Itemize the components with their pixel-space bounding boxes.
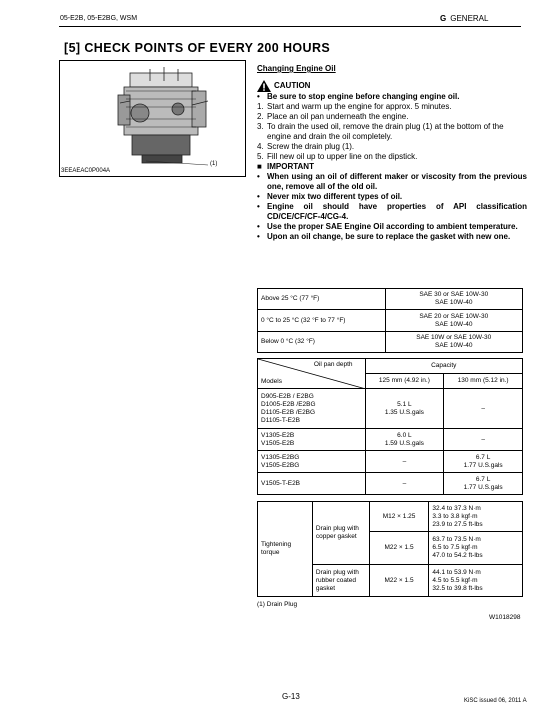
table-row xyxy=(258,289,523,310)
issue-note: KiSC issued 06, 2011 A xyxy=(464,698,527,704)
torque-value: 44.1 to 53.9 N·m 4.5 to 5.5 kgf·m 32.5 to 39.8 ft-lbs xyxy=(429,565,523,597)
table-row xyxy=(258,310,523,332)
temp-range: Above 25 °C (77 °F) xyxy=(258,289,386,310)
oil-grade: SAE 20 or SAE 10W-30 SAE 10W-40 xyxy=(385,310,522,332)
temp-range: 0 °C to 25 °C (32 °F to 77 °F) xyxy=(258,310,386,332)
models-label: Models xyxy=(261,378,282,385)
plug-type: Drain plug with copper gasket xyxy=(312,502,369,565)
capacity-value: – xyxy=(365,451,444,473)
page-number: G-13 xyxy=(282,692,300,701)
oil-grade-table xyxy=(257,288,523,353)
capacity-table xyxy=(257,358,523,495)
caution-header xyxy=(257,80,527,92)
table-row xyxy=(258,502,523,532)
thread-size: M12 × 1.25 xyxy=(369,502,429,532)
thread-size: M22 × 1.5 xyxy=(369,565,429,597)
footnote: (1) Drain Plug xyxy=(257,601,298,608)
temp-range: Below 0 °C (32 °F) xyxy=(258,332,386,353)
bullet-icon: • xyxy=(257,192,260,201)
model-list: V1505-T-E2B xyxy=(258,473,366,495)
page-title: [5] CHECK POINTS OF EVERY 200 HOURS xyxy=(64,41,331,55)
table-row xyxy=(258,389,523,429)
step-item: 4. Screw the drain plug (1). xyxy=(257,142,355,151)
capacity-value: – xyxy=(444,389,523,429)
table-header-row xyxy=(258,359,523,389)
important-item: • Never mix two different types of oil. xyxy=(257,192,403,201)
capacity-value: 6.7 L 1.77 U.S.gals xyxy=(444,451,523,473)
procedure xyxy=(257,64,527,242)
model-list: V1305-E2BG V1505-E2BG xyxy=(258,451,366,473)
step-item: 1. Start and warm up the engine for approx. 5 minutes. xyxy=(257,102,452,111)
caution-item: • Be sure to stop engine before changing engine oil. xyxy=(257,92,460,101)
bullet-icon: • xyxy=(257,202,260,211)
torque-value: 32.4 to 37.3 N·m 3.3 to 3.8 kgf·m 23.9 to 27.5 ft-lbs xyxy=(429,502,523,532)
engine-illustration xyxy=(60,61,245,176)
important-item: • Use the proper SAE Engine Oil according to ambient temperature. xyxy=(257,222,518,231)
important-item: • Upon an oil change, be sure to replace the gasket with new one. xyxy=(257,232,511,241)
procedure-heading: Changing Engine Oil xyxy=(257,64,336,73)
engine-figure xyxy=(59,60,246,177)
table-row xyxy=(258,473,523,495)
col-130: 130 mm (5.12 in.) xyxy=(457,377,509,384)
warning-icon xyxy=(257,80,271,92)
oil-grade: SAE 10W or SAE 10W-30 SAE 10W-40 xyxy=(385,332,522,353)
oil-pan-depth-label: Oil pan depth xyxy=(313,361,353,368)
torque-label: Tightening torque xyxy=(258,502,313,597)
model-list: V1305-E2B V1505-E2B xyxy=(258,429,366,451)
capacity-header: Capacity 125 mm (4.92 in.) 130 mm (5.12 in.) xyxy=(365,359,522,389)
torque-table xyxy=(257,501,523,597)
bullet-icon: • xyxy=(257,92,260,101)
section-name: GENERAL xyxy=(450,14,489,23)
header-right xyxy=(440,14,488,23)
col-125: 125 mm (4.92 in.) xyxy=(366,374,445,388)
step-item: 2. Place an oil pan underneath the engine. xyxy=(257,112,409,121)
model-list: D905-E2B / E2BG D1005-E2B /E2BG D1105-E2B /E2BG D1105-T-E2B xyxy=(258,389,366,429)
capacity-value: – xyxy=(365,473,444,495)
square-bullet-icon: ■ xyxy=(257,162,262,171)
oil-grade: SAE 30 or SAE 10W-30 SAE 10W-40 xyxy=(385,289,522,310)
step-item: 3. To drain the used oil, remove the drain plug (1) at the bottom of the engine and drain the oil completely. xyxy=(257,122,504,141)
bullet-icon: • xyxy=(257,232,260,241)
capacity-value: 6.7 L 1.77 U.S.gals xyxy=(444,473,523,495)
caution-label: CAUTION xyxy=(274,81,311,90)
table-row xyxy=(258,451,523,473)
table-row xyxy=(258,332,523,353)
torque-value: 63.7 to 73.5 N·m 6.5 to 7.5 kgf·m 47.0 to 54.2 ft-lbs xyxy=(429,532,523,565)
important-header: ■ IMPORTANT xyxy=(257,162,314,171)
doc-code: W1018298 xyxy=(489,614,521,621)
header-rule xyxy=(59,26,521,27)
capacity-value: 5.1 L 1.35 U.S.gals xyxy=(365,389,444,429)
important-item: • Engine oil should have properties of API classification CD/CE/CF/CF-4/CG-4. xyxy=(257,202,527,221)
figure-callout: (1) xyxy=(210,161,218,167)
table-row xyxy=(258,429,523,451)
bullet-icon: • xyxy=(257,222,260,231)
important-item: • When using an oil of different maker or viscosity from the previous one, remove all of the old oil. xyxy=(257,172,527,191)
thread-size: M22 × 1.5 xyxy=(369,532,429,565)
plug-type: Drain plug with rubber coated gasket xyxy=(312,565,369,597)
bullet-icon: • xyxy=(257,172,260,181)
diagonal-header-cell xyxy=(258,359,366,389)
capacity-value: – xyxy=(444,429,523,451)
step-item: 5. Fill new oil up to upper line on the dipstick. xyxy=(257,152,418,161)
figure-caption: 3EEAEAC0P004A xyxy=(61,168,111,174)
section-letter: G xyxy=(440,14,447,23)
header-left: 05-E2B, 05-E2BG, WSM xyxy=(60,15,138,22)
capacity-value: 6.0 L 1.59 U.S.gals xyxy=(365,429,444,451)
